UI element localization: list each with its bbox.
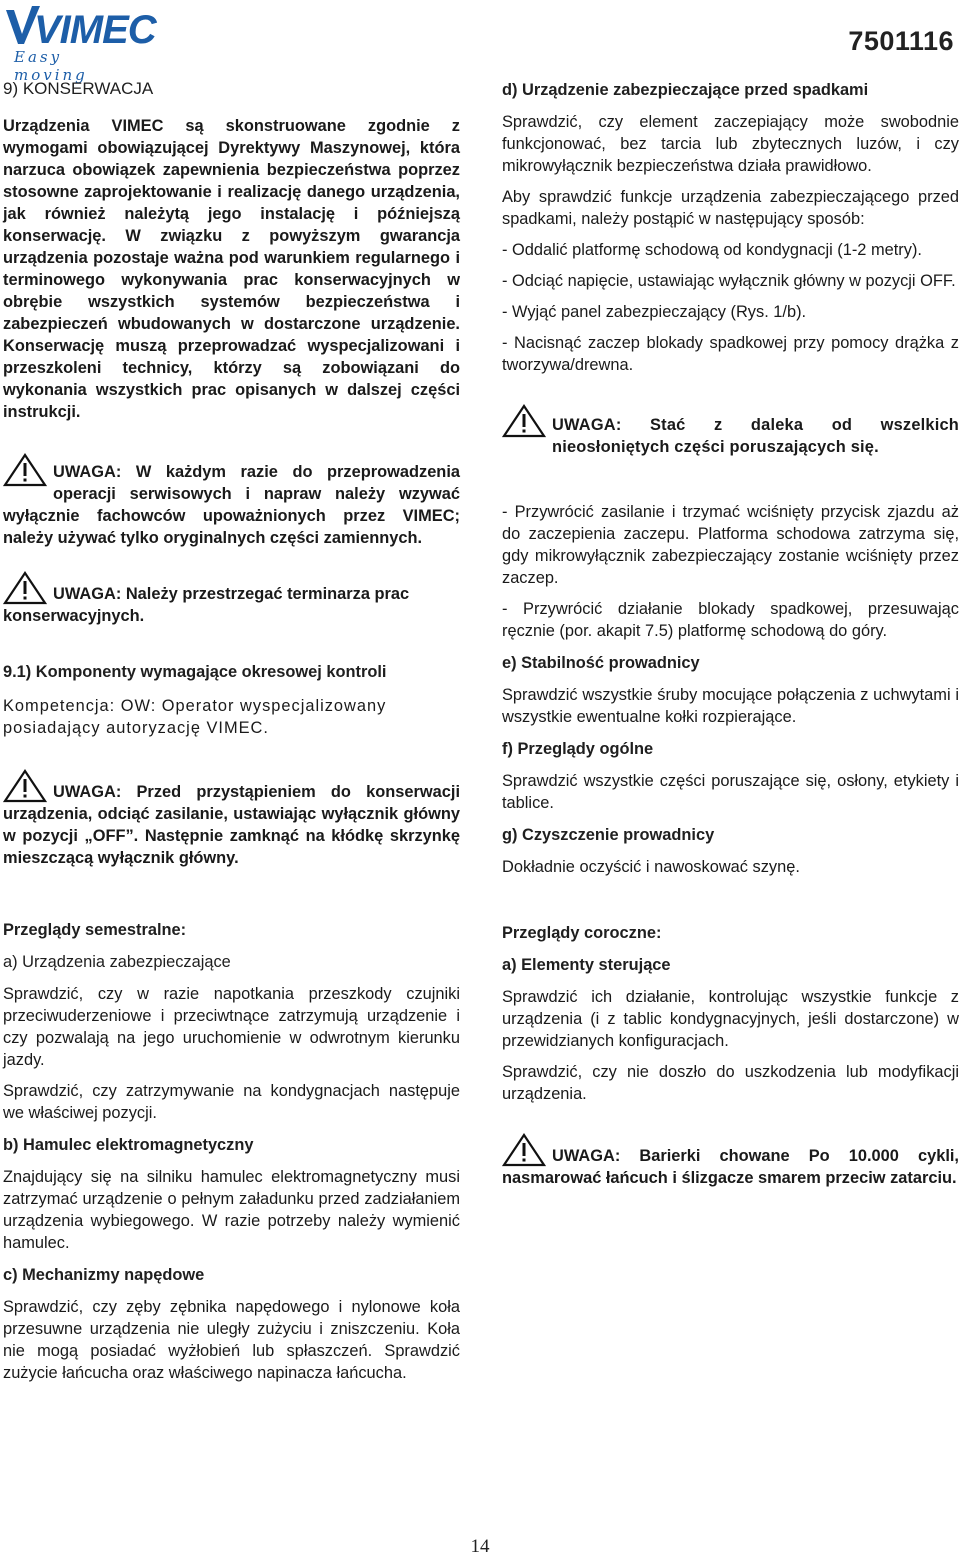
safety-devices-p1: Sprawdzić, czy w razie napotkania przeszkody czujniki przeciwuderzeniowe i przeciwtnące zatrzymują urządzenie i czy pozwalają na jego uruchomienie w odwrotnym kierunku jazdy. — [3, 985, 460, 1069]
warning-triangle-icon — [3, 453, 47, 487]
document-number: 7501116 — [848, 26, 954, 56]
warning-barriers — [502, 1133, 959, 1189]
fall-device-title: d) Urządzenie zabezpieczające przed spadkami — [502, 81, 869, 99]
fall-device-p1: Sprawdzić, czy element zaczepiający może swobodnie funkcjonować, bez tarcia lub zbytecznych luzów, i czy mikrowyłącznik bezpieczeństwa działa prawidłowo. — [502, 113, 959, 175]
general-checks-title: f) Przeglądy ogólne — [502, 740, 654, 758]
general-checks-p1: Sprawdzić wszystkie części poruszające się, osłony, etykiety i tablice. — [502, 772, 959, 812]
cleaning-p1: Dokładnie oczyścić i nawoskować szynę. — [502, 858, 800, 876]
step-item: - Wyjąć panel zabezpieczający (Rys. 1/b). — [502, 303, 807, 321]
subsection-title: 9.1) Komponenty wymagające okresowej kontroli — [3, 663, 387, 681]
controls-p1: Sprawdzić ich działanie, kontrolując wszystkie funkcje z urządzenia (i z tablic kondygnacyjnych, jeśli dostarczone) w przewidzianych konfiguracjach. — [502, 988, 959, 1050]
warning-triangle-icon — [3, 571, 47, 605]
annual-title: Przeglądy coroczne: — [502, 924, 662, 942]
step-item: - Oddalić platformę schodową od kondygnacji (1-2 metry). — [502, 241, 922, 259]
drive-p1: Sprawdzić, czy zęby zębnika napędowego i nylonowe koła przesuwne urządzenia nie uległy zużyciu i zniszczeniu. Koła nie mogą posiadać wyżłobień lub spłaszczeń. Sprawdzić zużycie łańcucha oraz właściwego napinacza łańcucha. — [3, 1298, 460, 1382]
step-item: - Przywrócić działanie blokady spadkowej, przesuwając ręcznie (por. akapit 7.5) platformę schodową do góry. — [502, 600, 959, 640]
warning-triangle-icon — [502, 1133, 546, 1167]
stability-p1: Sprawdzić wszystkie śruby mocujące połączenia z uchwytami i wszystkie ewentualne kołki rozpierające. — [502, 686, 959, 726]
fall-device-p2: Aby sprawdzić funkcje urządzenia zabezpieczającego przed spadkami, należy postąpić w następujący sposób: — [502, 188, 959, 228]
brake-p1: Znajdujący się na silniku hamulec elektromagnetyczny musi zatrzymać urządzenie o pełnym załadunku przed zadziałaniem urządzenia wybiegowego. W razie potrzeby należy wymienić hamulec. — [3, 1168, 460, 1252]
page-number: 14 — [470, 1536, 490, 1557]
drive-title: c) Mechanizmy napędowe — [3, 1266, 205, 1284]
warning-barriers-text: UWAGA: Barierki chowane Po 10.000 cykli, nasmarować łańcuch i ślizgacze smarem przeciw zatarciu. — [502, 1147, 959, 1187]
warning-service — [3, 453, 460, 549]
right-column — [502, 76, 959, 1189]
warning-moving-parts-text: UWAGA: Stać z daleka od wszelkich nieosłoniętych części poruszających się. — [552, 416, 959, 456]
warning-power-off — [3, 769, 460, 869]
warning-schedule-text: UWAGA: Należy przestrzegać terminarza prac konserwacyjnych. — [3, 585, 410, 625]
warning-power-off-text: UWAGA: Przed przystąpieniem do konserwacji urządzenia, odciąć zasilanie, ustawiając wyłącznik główny w pozycji „OFF”. Następnie zamknąć na kłódkę skrzynkę mieszczącą wyłącznik główny. — [3, 783, 460, 867]
brake-title: b) Hamulec elektromagnetyczny — [3, 1136, 254, 1154]
controls-title: a) Elementy sterujące — [502, 956, 671, 974]
step-item: - Nacisnąć zaczep blokady spadkowej przy pomocy drążka z tworzywa/drewna. — [502, 334, 959, 374]
left-column — [3, 76, 460, 1384]
warning-service-text: UWAGA: W każdym razie do przeprowadzenia operacji serwisowych i napraw należy wzywać wyłącznie fachowców upoważnionych przez VIMEC; należy używać tylko oryginalnych części zamiennych. — [3, 463, 460, 547]
safety-devices-title: a) Urządzenia zabezpieczające — [3, 953, 231, 971]
step-item: - Przywrócić zasilanie i trzymać wciśnięty przycisk zjazdu aż do zaczepienia zaczepu. Platforma schodowa zatrzyma się, gdy mikrowyłącznik zabezpieczający zostanie wciśnięty przez zaczep. — [502, 503, 959, 587]
logo-tagline: Easy moving — [14, 48, 88, 84]
stability-title: e) Stabilność prowadnicy — [502, 654, 700, 672]
step-item: - Odciąć napięcie, ustawiając wyłącznik główny w pozycji OFF. — [502, 272, 956, 290]
safety-devices-p2: Sprawdzić, czy zatrzymywanie na kondygnacjach następuje we właściwej pozycji. — [3, 1082, 460, 1122]
semiannual-title: Przeglądy semestralne: — [3, 921, 187, 939]
warning-schedule — [3, 571, 460, 627]
logo-wordmark: VIMEC — [34, 8, 156, 52]
section-title: 9) KONSERWACJA — [3, 79, 154, 98]
warning-triangle-icon — [502, 404, 546, 438]
controls-p2: Sprawdzić, czy nie doszło do uszkodzenia lub modyfikacji urządzenia. — [502, 1063, 959, 1103]
competence-text: Kompetencja: OW: Operator wyspecjalizowany posiadający autoryzację VIMEC. — [3, 697, 387, 737]
intro-paragraph: Urządzenia VIMEC są skonstruowane zgodnie z wymogami obowiązującej Dyrektywy Maszynowej, która narzuca obowiązek zapewnienia bezpieczeństwa poprzez stosowne zaprojektowanie i realizację danego urządzenia, jak również należytą jego instalację i późniejszą konserwację. W związku z powyższym gwarancja urządzenia pozostaje ważna pod warunkiem regularnego i terminowego wykonywania prac konserwacyjnych w obrębie wszystkich systemów bezpieczeństwa i zabezpieczeń wbudowanych w dostarczone urządzenie. Konserwację muszą przeprowadzać wyspecjalizowani i przeszkoleni technicy, którzy są zobowiązani do wykonania wszystkich prac opisanych w dalszej części instrukcji. — [3, 117, 460, 421]
warning-triangle-icon — [3, 769, 47, 803]
warning-moving-parts — [502, 404, 959, 458]
cleaning-title: g) Czyszczenie prowadnicy — [502, 826, 715, 844]
vimec-logo — [4, 4, 156, 84]
